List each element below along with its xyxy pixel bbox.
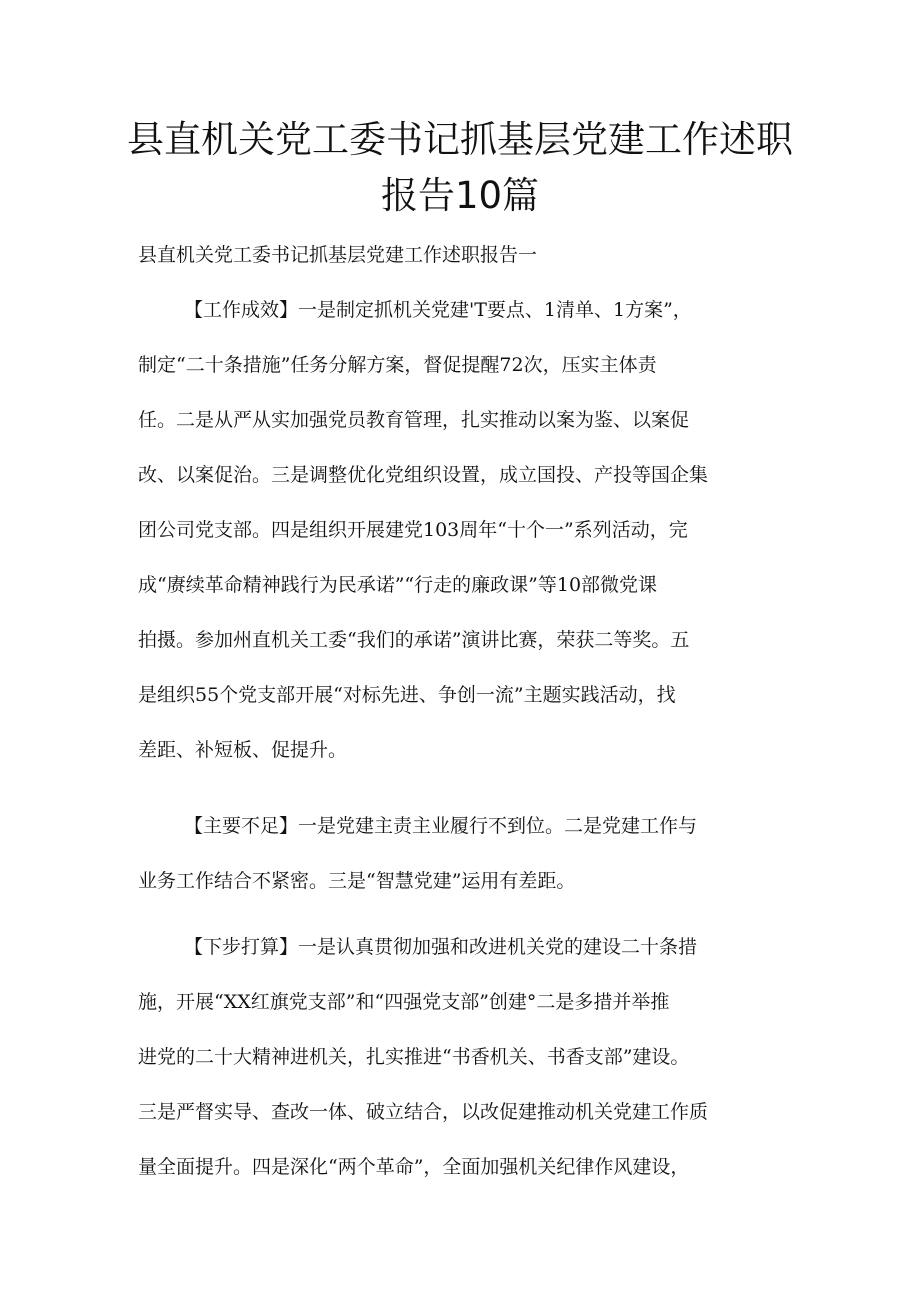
paragraph-line: 【主要不足】一是党建主责主业履行不到位。二是党建工作与 [184, 815, 698, 837]
document-title-line-1: 县直机关党工委书记抓基层党建工作述职 [127, 118, 793, 161]
paragraph-line: 团公司党支部。四是组织开展建党103周年“十个一”系列活动，完 [138, 519, 688, 541]
document-title-line-2: 报告10篇 [380, 174, 540, 217]
paragraph-line: 【工作成效】一是制定抓机关党建'T要点、1清单、1方案”， [184, 299, 692, 321]
paragraph-line: 拍摄。参加州直机关工委“我们的承诺”演讲比赛，荣获二等奖。五 [138, 629, 690, 651]
paragraph-line: 【下步打算】一是认真贯彻加强和改进机关党的建设二十条措 [184, 936, 698, 958]
section-heading: 县直机关党工委书记抓基层党建工作述职报告一 [138, 244, 538, 266]
paragraph-line: 施，开展“XX红旗党支部”和“四强党支部”创建°二是多措并举推 [138, 991, 670, 1013]
paragraph-line: 改、以案促治。三是调整优化党组织设置，成立国投、产投等国企集 [138, 464, 709, 486]
paragraph-line: 是组织55个党支部开展“对标先进、争创一流”主题实践活动，找 [138, 684, 676, 706]
paragraph-line: 三是严督实导、查改一体、破立结合，以改促建推动机关党建工作质 [138, 1101, 709, 1123]
paragraph-line: 业务工作结合不紧密。三是“智慧党建”运用有差距。 [138, 870, 576, 892]
paragraph-line: 任。二是从严从实加强党员教育管理，扎实推动以案为鉴、以案促 [138, 409, 690, 431]
paragraph-line: 量全面提升。四是深化“两个革命”，全面加强机关纪律作风建设， [138, 1156, 690, 1178]
paragraph-line: 成“赓续革命精神践行为民承诺”“行走的廉政课”等10部微党课 [138, 574, 658, 596]
paragraph-line: 进党的二十大精神进机关，扎实推进“书香机关、书香支部”建设。 [138, 1046, 690, 1068]
paragraph-line: 制定“二十条措施”任务分解方案，督促提醒72次，压实主体责 [138, 354, 657, 376]
paragraph-line: 差距、补短板、促提升。 [138, 739, 348, 761]
